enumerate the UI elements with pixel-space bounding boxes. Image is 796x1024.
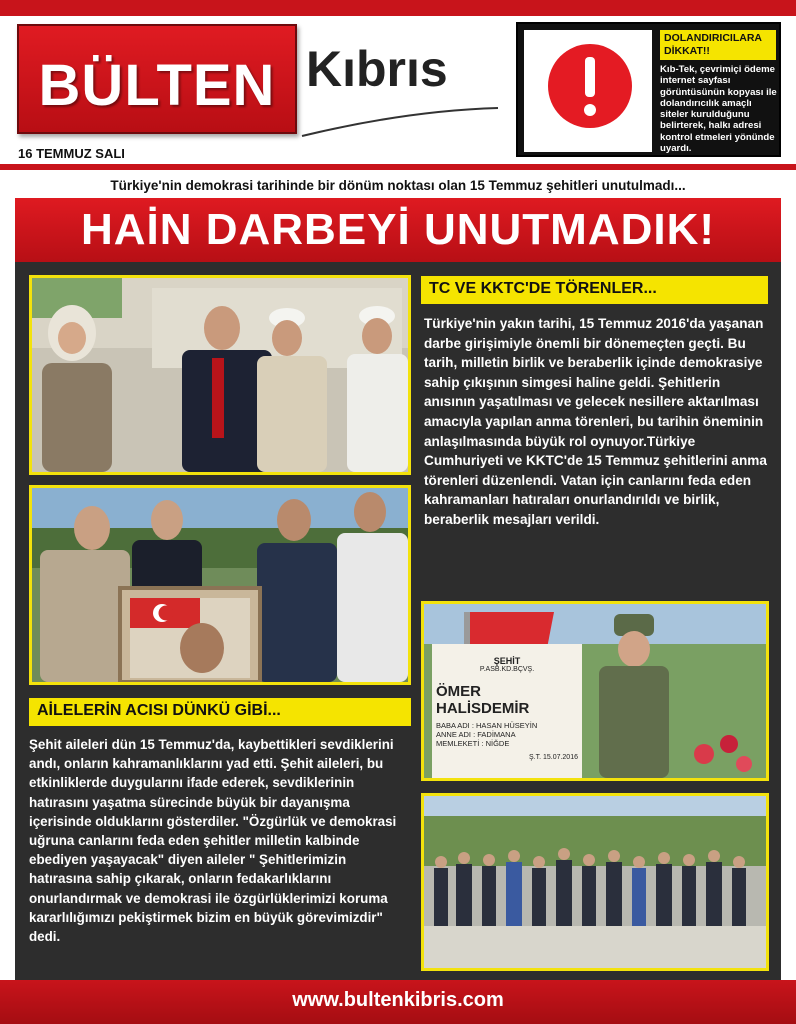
article-families: Şehit aileleri dün 15 Temmuz'da, kaybettikleri sevdiklerini andı, onların kahramanlıklarını yad etti. Şehit aileleri, bu etkinliklerde duygularını ifade ederek, sevdiklerinin hatırasını yaşatma sürecinde büyük bir dayanışma içerisinde olduklarını gösterdiler. "Özgürlük ve demokrasi uğruna canlarını feda eden şehitler milletin kalbinde ebediyen yaşayacak" diyen aileler " Şehitlerimizin hatırasına sahip çıkarak, onların fedakarlıklarını onurlandırmak ve demokrasi ile özgürlüklerimizi koruma kararlılığımızı pekiştirmek bizim en büyük görevimizdir" dedi.: [29, 737, 397, 945]
footer-bar: [0, 980, 796, 1024]
footer-website-link[interactable]: www.bultenkibris.com: [292, 989, 504, 1011]
sign-line-6: MEMLEKETİ : NİĞDE: [436, 739, 510, 748]
alert-text: Kıb-Tek, çevrimiçi ödeme internet sayfası görüntüsünün kopyası ile dolandırıcılık amaçlı siteler kurulduğunu belirterek, halkı adresi kontrol etmeleri yönünde uyardı.: [660, 64, 777, 155]
section-heading-ceremonies: TC VE KKTC'DE TÖRENLER...: [421, 276, 768, 304]
photo-portrait-presentation: [29, 485, 411, 685]
alert-icon-panel: [524, 30, 652, 152]
photo-memorial-sign: [421, 601, 769, 781]
sign-line-2: P.ASB.KD.BÇVŞ.: [479, 666, 535, 673]
logo-swoosh-icon: [300, 102, 500, 142]
exclamation-icon: [548, 44, 632, 128]
main-headline: HAİN DARBEYİ UNUTMADIK!: [15, 198, 781, 262]
article-ceremonies: Türkiye'nin yakın tarihi, 15 Temmuz 2016'da yaşanan darbe girişimiyle önemli bir dönemeçten geçti. Bu tarih, milletin birlik ve beraberlik içinde demokrasiye sahip çıkışının simgesi haline geldi. Şehitlerin anısının yaşatılması ve gelecek nesillere aktarılması amacıyla yapılan anma törenleri, bu tarihin öneminin anlaşılmasında büyük rol oynuyor.Türkiye Cumhuriyeti ve KKTC'de 15 Temmuz şehitlerini anma törenleri düzenlendi. Vatan için canlarını feda eden kahramanları hatıraları onurlandırıldı ve birlik, beraberlik mesajları verildi.: [424, 316, 767, 527]
photo-prayer-ceremony: [29, 275, 411, 475]
sign-line-4: BABA ADI : HASAN HÜSEYİN: [436, 721, 538, 730]
top-red-bar: [0, 0, 796, 16]
sign-line-5: ANNE ADI : FADİMANA: [436, 730, 516, 739]
logo-bulten[interactable]: [17, 24, 297, 134]
sign-line-1: ŞEHİT: [493, 656, 521, 666]
logo-kibris[interactable]: Kıbrıs: [306, 41, 448, 97]
header-divider: [0, 164, 796, 170]
alert-title: DOLANDIRICILARA DİKKAT!!: [660, 30, 776, 60]
logo-primary-text: BÜLTEN: [38, 53, 276, 118]
sign-line-7: Ş.T. 15.07.2016: [528, 754, 578, 761]
issue-date: 16 TEMMUZ SALI: [18, 146, 125, 161]
subheadline: Türkiye'nin demokrasi tarihinde bir dönüm noktası olan 15 Temmuz şehitleri unutulmadı...: [110, 178, 686, 193]
photo-official-ceremony: [421, 793, 769, 971]
sign-line-3: ÖMER HALİSDEMİR: [436, 683, 530, 717]
section-heading-families: AİLELERİN ACISI DÜNKÜ GİBİ...: [29, 698, 411, 726]
fraud-alert-box: [516, 22, 781, 157]
